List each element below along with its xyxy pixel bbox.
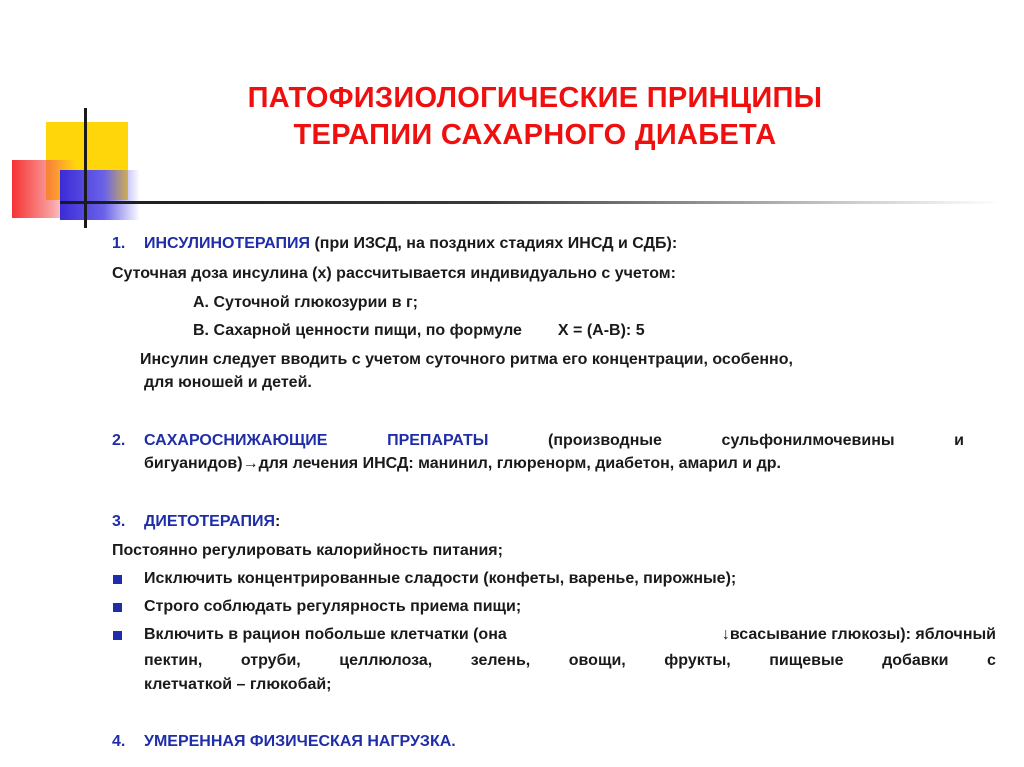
section-3-bullet-2: Строго соблюдать регулярность приема пищи; xyxy=(144,598,522,615)
section-2-number: 2. xyxy=(112,432,126,449)
title-line-1: ПАТОФИЗИОЛОГИЧЕСКИЕ ПРИНЦИПЫ xyxy=(247,82,823,114)
section-1-item-b-text: В. Сахарной ценности пищи, по формуле xyxy=(193,322,522,339)
section-3-bullet-1: Исключить концентрированные сладости (конфеты, варенье, пирожные); xyxy=(144,570,737,587)
section-3-word: овощи, xyxy=(568,652,626,669)
section-1-heading-note: (при ИЗСД, на поздних стадиях ИНСД и СДБ): xyxy=(310,235,678,252)
square-bullet-icon xyxy=(113,603,122,612)
section-3-word: добавки xyxy=(882,652,949,669)
section-3-heading-colon: : xyxy=(274,513,281,530)
section-3-calorie-text: Постоянно регулировать калорийность питания; xyxy=(112,542,503,559)
section-1-item-b xyxy=(193,320,645,342)
section-1-heading: ИНСУЛИНОТЕРАПИЯ xyxy=(144,235,311,252)
section-4-heading: УМЕРЕННАЯ ФИЗИЧЕСКАЯ НАГРУЗКА. xyxy=(144,733,456,750)
title-line-2: ТЕРАПИИ САХАРНОГО ДИАБЕТА xyxy=(293,119,777,151)
section-3-bullet-3-line-2 xyxy=(144,650,996,672)
down-arrow-icon: ↓ xyxy=(721,626,730,643)
section-2-heading-start xyxy=(112,430,327,452)
section-2-word: (производные xyxy=(548,432,662,449)
section-1-dose-text: Суточная доза инсулина (х) рассчитывается индивидуально с учетом: xyxy=(112,265,676,282)
section-2-heading-word-2: ПРЕПАРАТЫ xyxy=(387,432,489,449)
section-1-note-line-2: для юношей и детей. xyxy=(144,374,312,391)
square-bullet-icon xyxy=(113,631,122,640)
section-2-line-2-part-1: бигуанидов) xyxy=(144,455,243,472)
section-4-number: 4. xyxy=(112,733,126,750)
section-1-heading-line xyxy=(112,233,677,255)
slide-title xyxy=(140,80,930,154)
section-2-heading-line xyxy=(112,430,964,452)
section-4-heading-line xyxy=(112,731,456,753)
section-2-line-2-part-2: для лечения ИНСД: манинил, глюренорм, диабетон, амарил и др. xyxy=(258,455,781,472)
section-1-note-line-1: Инсулин следует вводить с учетом суточного ритма его концентрации, особенно, xyxy=(140,351,793,368)
section-2-word: и xyxy=(954,432,964,449)
section-3-heading-line xyxy=(112,511,280,533)
section-3-word: пищевые xyxy=(769,652,844,669)
section-2-heading-word-1: САХАРОСНИЖАЮЩИЕ xyxy=(144,432,328,449)
section-3-word: отруби, xyxy=(240,652,301,669)
section-2-word: сульфонилмочевины xyxy=(721,432,895,449)
section-3-word: зелень, xyxy=(470,652,531,669)
section-2-second-line xyxy=(144,453,781,475)
horizontal-divider-line xyxy=(60,201,1000,204)
section-3-number: 3. xyxy=(112,513,126,530)
section-3-bullet-3-line-3: клетчаткой – глюкобай; xyxy=(144,676,332,693)
section-1-number: 1. xyxy=(112,235,126,252)
section-3-heading: ДИЕТОТЕРАПИЯ xyxy=(144,513,275,530)
section-3-bullet-3-line-1 xyxy=(144,624,996,646)
section-3-bullet-3-part-1: Включить в рацион побольше клетчатки (она xyxy=(144,626,507,643)
vertical-divider-line xyxy=(84,108,87,228)
section-3-word: с xyxy=(987,652,996,669)
section-3-bullet-3-tail xyxy=(722,624,996,646)
section-3-word: пектин, xyxy=(144,652,203,669)
section-1-formula: Х = (А-В): 5 xyxy=(557,322,645,339)
blue-square-decoration xyxy=(60,170,140,220)
section-3-word: целлюлоза, xyxy=(339,652,433,669)
square-bullet-icon xyxy=(113,575,122,584)
section-3-word: фрукты, xyxy=(664,652,731,669)
section-3-bullet-3-part-2: всасывание глюкозы): яблочный xyxy=(729,626,996,643)
section-1-item-a: А. Суточной глюкозурии в г; xyxy=(193,294,418,311)
right-arrow-icon: → xyxy=(242,455,259,472)
